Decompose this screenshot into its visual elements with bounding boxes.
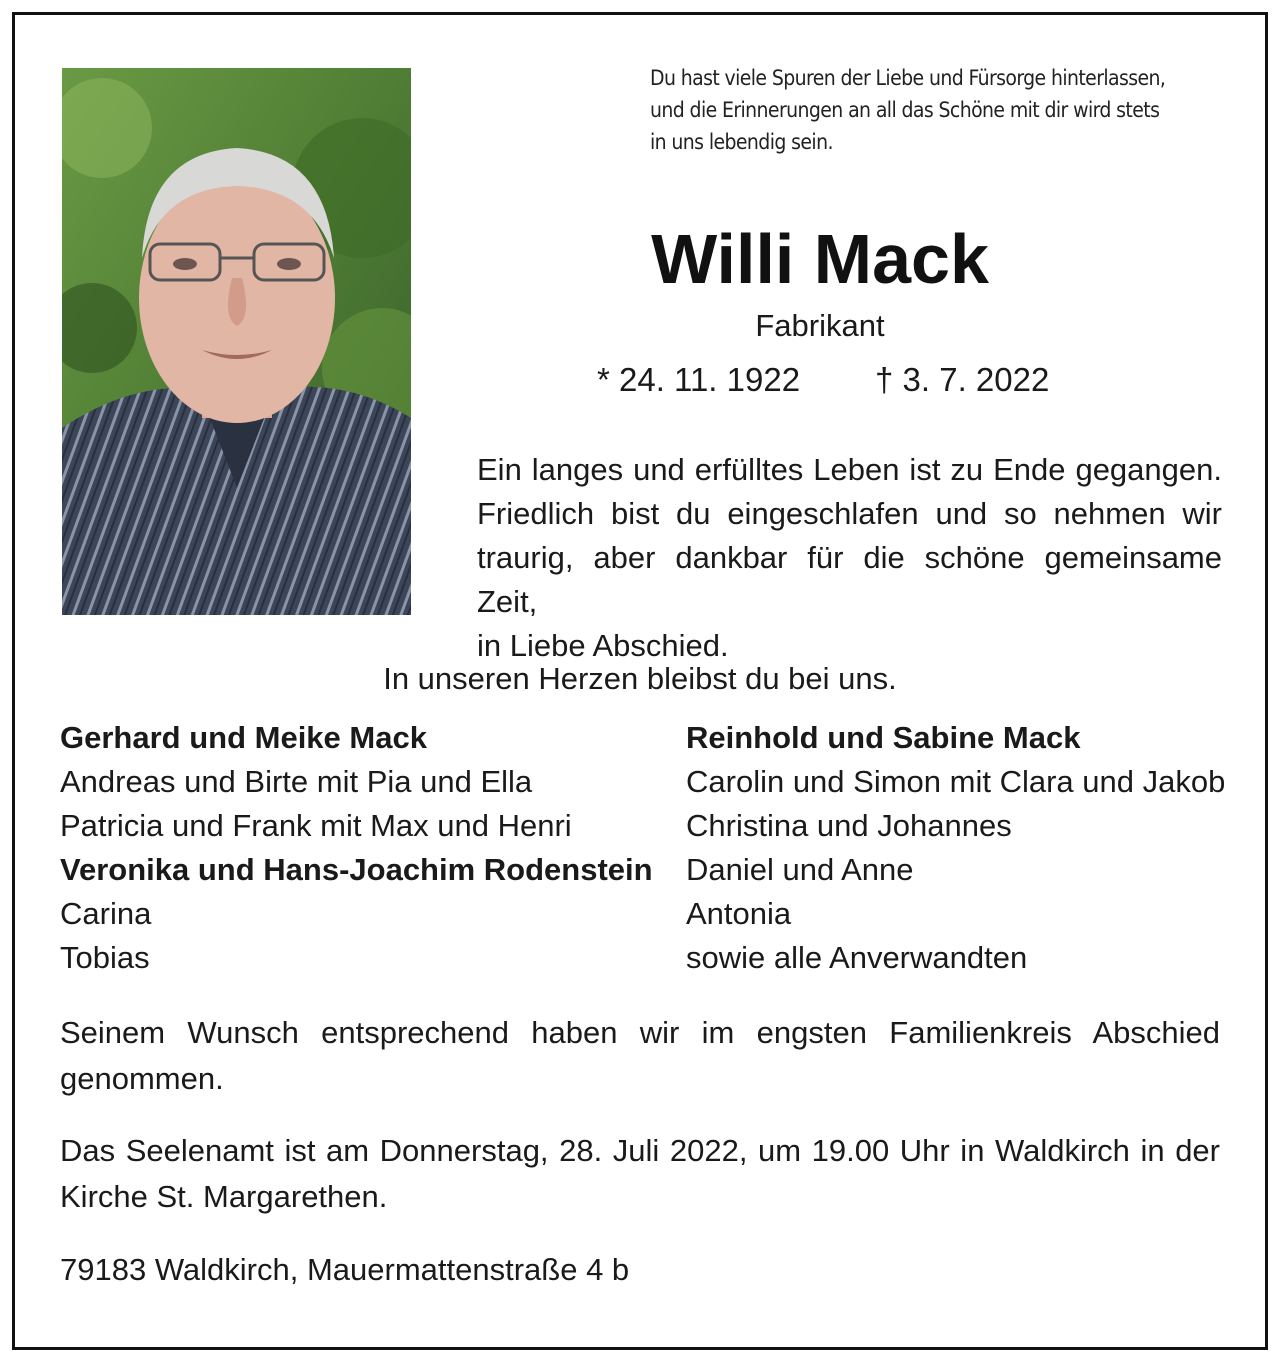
mourner-line: Patricia und Frank mit Max und Henri — [60, 808, 572, 843]
closing-line: In unseren Herzen bleibst du bei uns. — [383, 661, 897, 696]
mourner-line: Christina und Johannes — [686, 808, 1012, 843]
mourner-line: Andreas und Birte mit Pia und Ella — [60, 764, 533, 799]
death-date: † 3. 7. 2022 — [875, 361, 1050, 398]
intro-line: in Liebe Abschied. — [477, 628, 729, 663]
service-line: Das Seelenamt ist am Donnerstag, 28. Juli 2022, um 19.00 Uhr in Waldkirch in der — [60, 1133, 1220, 1168]
wish-line: Seinem Wunsch entsprechend haben wir im engsten Familienkreis Abschied — [60, 1015, 1220, 1050]
deceased-profession: Fabrikant — [755, 308, 885, 343]
service-paragraph — [60, 1128, 1220, 1220]
family-address: 79183 Waldkirch, Mauermattenstraße 4 b — [60, 1252, 630, 1287]
mourner-line: Reinhold und Sabine Mack — [686, 720, 1081, 755]
motto — [650, 62, 1240, 158]
wish-line: genommen. — [60, 1061, 224, 1096]
intro-text — [477, 448, 1222, 668]
mourner-line: Daniel und Anne — [686, 852, 914, 887]
intro-line: Friedlich bist du eingeschlafen und so nehmen wir — [477, 496, 1222, 531]
mourner-line: Gerhard und Meike Mack — [60, 720, 427, 755]
mourner-line: Carina — [60, 896, 152, 931]
mourner-line: Veronika und Hans-Joachim Rodenstein — [60, 852, 653, 887]
mourners-right — [686, 716, 1246, 980]
mourners-left — [60, 716, 660, 980]
portrait-photo — [62, 68, 411, 615]
mourner-line: Carolin und Simon mit Clara und Jakob — [686, 764, 1226, 799]
wish-paragraph — [60, 1010, 1220, 1102]
mourner-line: Tobias — [60, 940, 150, 975]
intro-line: Ein langes und erfülltes Leben ist zu Ende gegangen. — [477, 452, 1222, 487]
service-line: Kirche St. Margarethen. — [60, 1179, 388, 1214]
motto-line: und die Erinnerungen an all das Schöne mit dir wird stets — [650, 98, 1160, 122]
intro-line: traurig, aber dankbar für die schöne gemeinsame Zeit, — [477, 540, 1222, 619]
deceased-name: Willi Mack — [651, 220, 989, 298]
mourner-line: sowie alle Anverwandten — [686, 940, 1028, 975]
mourner-line: Antonia — [686, 896, 792, 931]
birth-date: * 24. 11. 1922 — [597, 361, 801, 398]
motto-line: in uns lebendig sein. — [650, 130, 833, 154]
motto-line: Du hast viele Spuren der Liebe und Fürsorge hinterlassen, — [650, 66, 1166, 90]
